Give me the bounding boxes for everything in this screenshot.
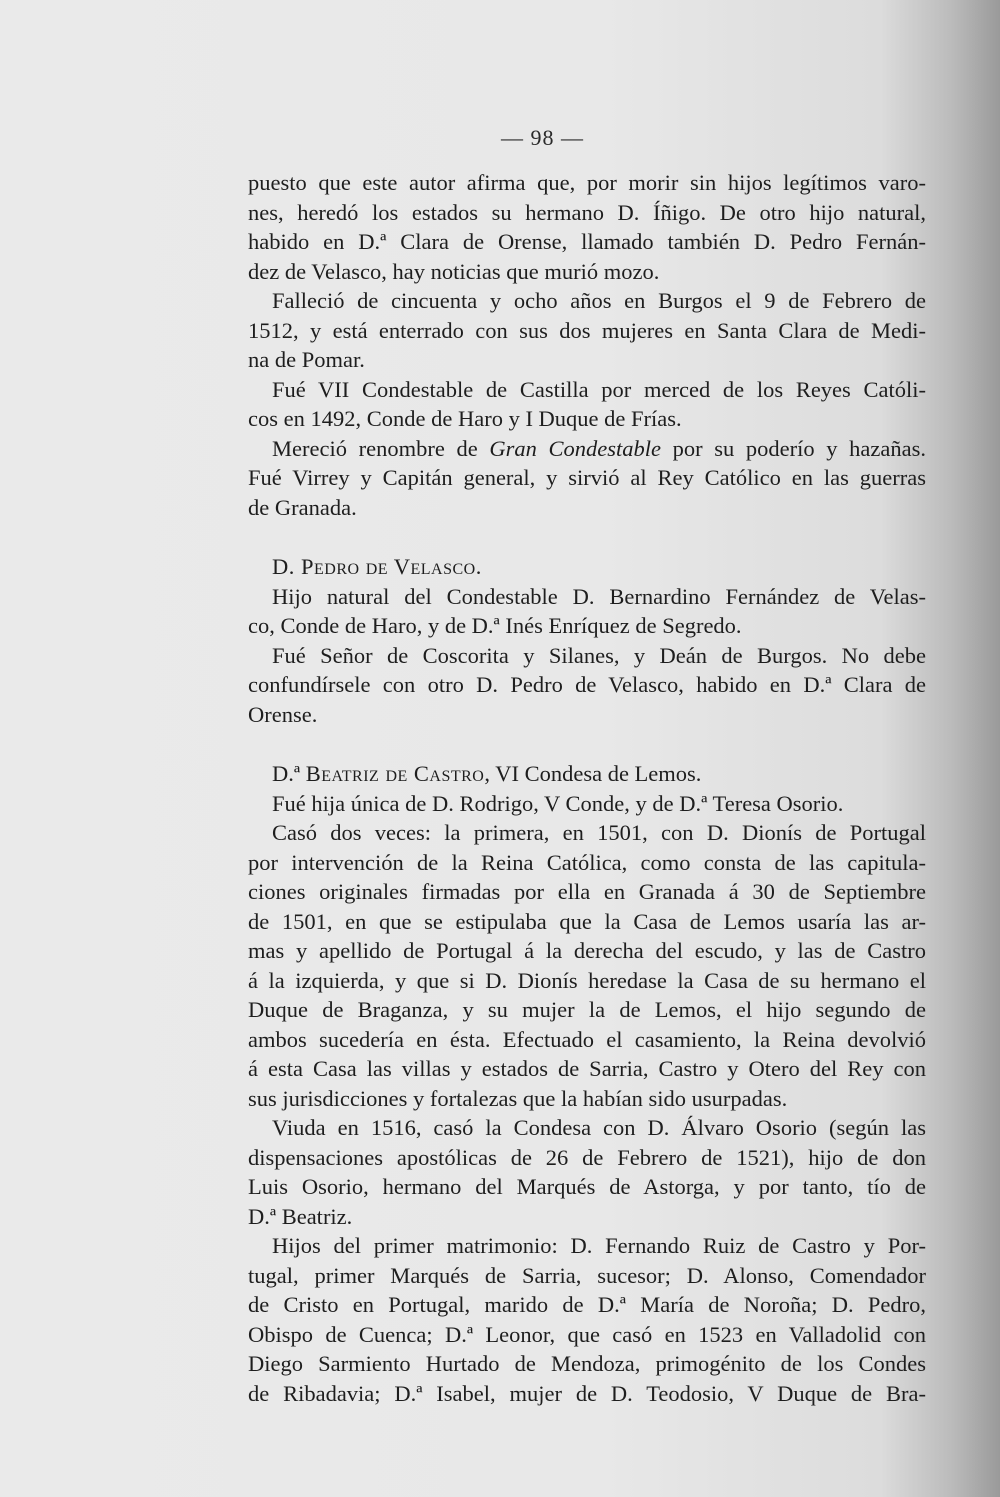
text-line: habido en D.ª Clara de Orense, llamado también D. Pedro Fernán-: [248, 229, 926, 254]
section-gap: [248, 729, 926, 759]
text-line: dez de Velasco, hay noticias que murió mozo.: [248, 258, 660, 284]
heading-suffix: , VI Condesa de Lemos.: [484, 761, 702, 786]
page-number: — 98 —: [501, 125, 584, 150]
text-line: D.ª Beatriz.: [248, 1203, 353, 1229]
text-line: de Cristo en Portugal, marido de D.ª María de Noroña; D. Pedro,: [248, 1292, 926, 1317]
text-line: por intervención de la Reina Católica, como consta de las capitula-: [248, 849, 926, 875]
section-heading: D. Pedro de Velasco.: [272, 554, 482, 579]
section-gap: [248, 522, 926, 552]
text-line: 1512, y está enterrado con sus dos mujeres en Santa Clara de Medi-: [248, 317, 926, 343]
heading-prefix: D.ª: [272, 761, 306, 786]
text-line: Fué VII Condestable de Castilla por merced de los Reyes Católi-: [272, 376, 926, 402]
text-line: Diego Sarmiento Hurtado de Mendoza, primogénito de los Condes: [248, 1351, 926, 1376]
text-line: Obispo de Cuenca; D.ª Leonor, que casó en 1523 en Valladolid con: [248, 1321, 926, 1347]
text-line: á la izquierda, y que si D. Dionís heredase la Casa de su hermano el: [248, 967, 926, 993]
text-line: Viuda en 1516, casó la Condesa con D. Álvaro Osorio (según las: [272, 1115, 926, 1140]
text-line: de Granada.: [248, 494, 357, 520]
text-line: Hijo natural del Condestable D. Bernardino Fernández de Velas-: [272, 583, 926, 609]
section-heading: [248, 759, 926, 789]
text-line: Falleció de cincuenta y ocho años en Burgos el 9 de Febrero de: [272, 288, 926, 313]
text-line: [248, 434, 926, 464]
text-line: ciones originales firmadas por ella en Granada á 30 de Septiembre: [248, 879, 926, 904]
text-line: de 1501, en que se estipulaba que la Casa de Lemos usaría las ar-: [248, 908, 926, 934]
italic-title: Gran Condestable: [489, 435, 661, 461]
text-line: Fué Virrey y Capitán general, y sirvió al Rey Católico en las guerras: [248, 465, 926, 490]
heading-name: Beatriz de Castro: [305, 761, 485, 786]
text-line: á esta Casa las villas y estados de Sarria, Castro y Otero del Rey con: [248, 1056, 926, 1081]
text-line: Hijos del primer matrimonio: D. Fernando Ruiz de Castro y Por-: [272, 1233, 926, 1258]
text-line: dispensaciones apostólicas de 26 de Febrero de 1521), hijo de don: [248, 1144, 926, 1170]
text-line: puesto que este autor afirma que, por morir sin hijos legítimos varo-: [248, 170, 926, 195]
text-line: na de Pomar.: [248, 347, 365, 372]
text-line: Fué Señor de Coscorita y Silanes, y Deán de Burgos. No debe: [272, 642, 926, 668]
text-line: Luis Osorio, hermano del Marqués de Astorga, y por tanto, tío de: [248, 1174, 926, 1199]
text-line: de Ribadavia; D.ª Isabel, mujer de D. Teodosio, V Duque de Bra-: [248, 1380, 926, 1406]
text-line: sus jurisdicciones y fortalezas que la habían sido usurpadas.: [248, 1085, 788, 1111]
text-line: Orense.: [248, 701, 318, 727]
text-line: mas y apellido de Portugal á la derecha del escudo, y las de Castro: [248, 938, 926, 963]
text-line: Fué hija única de D. Rodrigo, V Conde, y de D.ª Teresa Osorio.: [272, 790, 844, 816]
text-line: Casó dos veces: la primera, en 1501, con D. Dionís de Portugal: [272, 820, 926, 845]
text-line: tugal, primer Marqués de Sarria, sucesor; D. Alonso, Comendador: [248, 1262, 926, 1288]
text-fragment: Mereció renombre de: [272, 435, 490, 461]
text-line: nes, heredó los estados su hermano D. Íñigo. De otro hijo natural,: [248, 199, 926, 225]
text-line: co, Conde de Haro, y de D.ª Inés Enríquez de Segredo.: [248, 613, 742, 638]
text-line: cos en 1492, Conde de Haro y I Duque de Frías.: [248, 406, 682, 431]
body-text: [248, 168, 926, 1408]
text-line: ambos sucedería en ésta. Efectuado el casamiento, la Reina devolvió: [248, 1026, 926, 1052]
text-fragment: por su poderío y hazañas.: [660, 435, 927, 461]
text-line: Duque de Braganza, y su mujer la de Lemos, el hijo segundo de: [248, 997, 926, 1022]
text-line: confundírsele con otro D. Pedro de Velasco, habido en D.ª Clara de: [248, 672, 926, 697]
